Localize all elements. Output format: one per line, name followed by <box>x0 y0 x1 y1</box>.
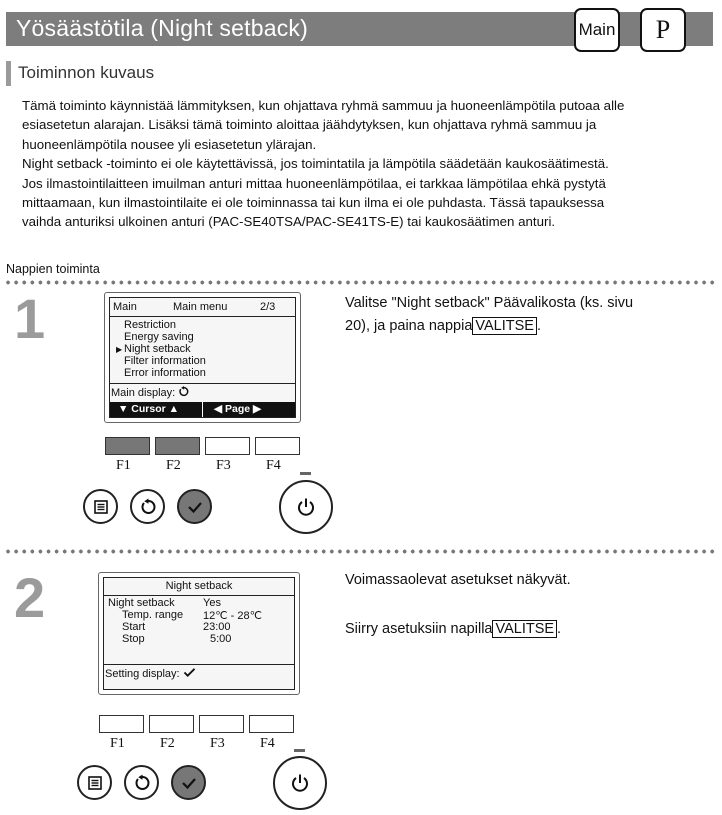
f3-label: F3 <box>216 458 231 473</box>
f1-label: F1 <box>110 736 125 751</box>
setting-value: 23:00 <box>203 621 231 633</box>
power-icon <box>296 497 316 517</box>
setting-value: 5:00 <box>210 633 232 645</box>
step1-period: . <box>536 318 541 334</box>
remote-screen <box>104 292 301 423</box>
f4-button[interactable] <box>249 715 294 733</box>
check-icon <box>186 498 204 516</box>
f2-button[interactable] <box>149 715 194 733</box>
f4-label: F4 <box>266 458 281 473</box>
setting-label: Stop <box>122 633 145 645</box>
description-line: vaihda anturiksi ulkoinen anturi (PAC-SE40TSA/PAC-SE41TS-E) tai kaukosäätimen anturi. <box>22 214 556 230</box>
step1-line2-text: 20), ja paina nappia <box>345 318 473 334</box>
return-button[interactable] <box>124 765 159 800</box>
section-subtitle: Toiminnon kuvaus <box>18 63 155 82</box>
power-button[interactable] <box>273 756 327 810</box>
dotted-divider <box>4 549 716 554</box>
f3-label: F3 <box>210 736 225 751</box>
f2-label: F2 <box>160 736 175 751</box>
menu-item: Restriction <box>124 319 176 331</box>
screen-header-center: Main menu <box>173 301 228 313</box>
setting-value: 12℃ - 28℃ <box>203 610 262 622</box>
screen-function-bar <box>110 402 295 417</box>
setting-display-text: Setting display: <box>105 668 180 680</box>
menu-item: Filter information <box>124 355 206 367</box>
power-button[interactable] <box>279 480 333 534</box>
select-button-label: VALITSE <box>492 620 557 638</box>
screen-display <box>109 297 296 418</box>
f3-button[interactable] <box>205 437 250 455</box>
step2-line2-text: Siirry asetuksiin napilla <box>345 621 493 637</box>
page-title: Yösäästötila (Night setback) <box>16 15 308 41</box>
step1-instruction <box>345 292 633 338</box>
menu-item-selected: Night setback <box>124 343 191 355</box>
description-line: mittaamaan, kun ilmastointilaite ei ole toiminnassa tai kun ilma ei ole puhdasta. Tässä tapauksessa <box>22 195 605 211</box>
p-badge: P <box>640 8 686 52</box>
f4-button[interactable] <box>255 437 300 455</box>
selection-marker: ▶ <box>116 345 123 354</box>
description-line: huoneenlämpötila nousee yli esiasetetun ylärajan. <box>22 136 317 152</box>
f3-button[interactable] <box>199 715 244 733</box>
description-line: Jos ilmastointilaitteen imuilman anturi mittaa huoneenlämpötilaa, ei tarkkaa lämpötilaa ehkä pystytä <box>22 175 606 191</box>
bar-divider <box>202 402 203 417</box>
setting-label: Temp. range <box>122 609 184 621</box>
screen-header-right: 2/3 <box>260 301 276 313</box>
setting-value: Yes <box>203 597 221 609</box>
back-icon <box>133 774 151 792</box>
step-number: 2 <box>14 566 46 629</box>
operation-lamp <box>300 472 311 475</box>
step1-line1: Valitse "Night setback" Päävalikosta (ks. sivu <box>345 295 634 311</box>
main-display-text: Main display: <box>111 387 176 399</box>
f4-label: F4 <box>260 736 275 751</box>
page-label: ◀ Page ▶ <box>214 403 262 415</box>
check-icon <box>180 774 198 792</box>
cursor-label: ▼ Cursor ▲ <box>118 403 180 415</box>
screen-separator <box>110 383 295 384</box>
back-icon <box>178 386 189 397</box>
description-line: Night setback -toiminto ei ole käytettävissä, jos toimintatila ja lämpötila säädetään kaukosäätimestä. <box>22 156 609 172</box>
subtitle-accent <box>6 61 11 86</box>
select-button[interactable] <box>171 765 206 800</box>
f1-label: F1 <box>116 458 131 473</box>
power-icon <box>290 773 310 793</box>
check-icon <box>183 667 196 678</box>
step2-instruction-2 <box>345 618 561 641</box>
return-button[interactable] <box>130 489 165 524</box>
menu-item: Energy saving <box>124 331 194 343</box>
select-button[interactable] <box>177 489 212 524</box>
screen-separator <box>110 316 295 317</box>
menu-button[interactable] <box>77 765 112 800</box>
description <box>22 96 712 232</box>
menu-item: Error information <box>124 367 206 379</box>
menu-icon <box>87 775 103 791</box>
menu-button[interactable] <box>83 489 118 524</box>
setting-label: Start <box>122 621 146 633</box>
description-line: esiasetetun alarajan. Lisäksi tämä toiminto aloittaa jäähdytyksen, kun ohjattava ryhmä sammuu ja <box>22 117 597 133</box>
step2-period: . <box>557 621 562 637</box>
screen-display <box>103 577 295 690</box>
operation-lamp <box>294 749 305 752</box>
f1-button[interactable] <box>105 437 150 455</box>
step1-line2 <box>345 315 633 338</box>
f1-button[interactable] <box>99 715 144 733</box>
remote-screen <box>98 572 300 695</box>
screen-title: Night setback <box>165 580 233 592</box>
setting-display-label <box>105 667 196 680</box>
back-icon <box>139 498 157 516</box>
main-badge: Main <box>574 8 620 52</box>
dotted-divider <box>4 280 716 285</box>
setting-label: Night setback <box>108 597 175 609</box>
step-number: 1 <box>14 287 46 350</box>
screen-separator <box>104 664 294 665</box>
f2-label: F2 <box>166 458 181 473</box>
screen-separator <box>104 595 294 596</box>
menu-icon <box>93 499 109 515</box>
main-display-label <box>111 386 189 399</box>
operations-label: Nappien toiminta <box>6 262 100 276</box>
screen-header-left: Main <box>113 301 137 313</box>
select-button-label: VALITSE <box>472 317 537 335</box>
step2-instruction-1: Voimassaolevat asetukset näkyvät. <box>345 572 571 588</box>
f2-button[interactable] <box>155 437 200 455</box>
description-line: Tämä toiminto käynnistää lämmityksen, kun ohjattava ryhmä sammuu ja huoneenlämpötila putoaa alle <box>22 98 625 113</box>
